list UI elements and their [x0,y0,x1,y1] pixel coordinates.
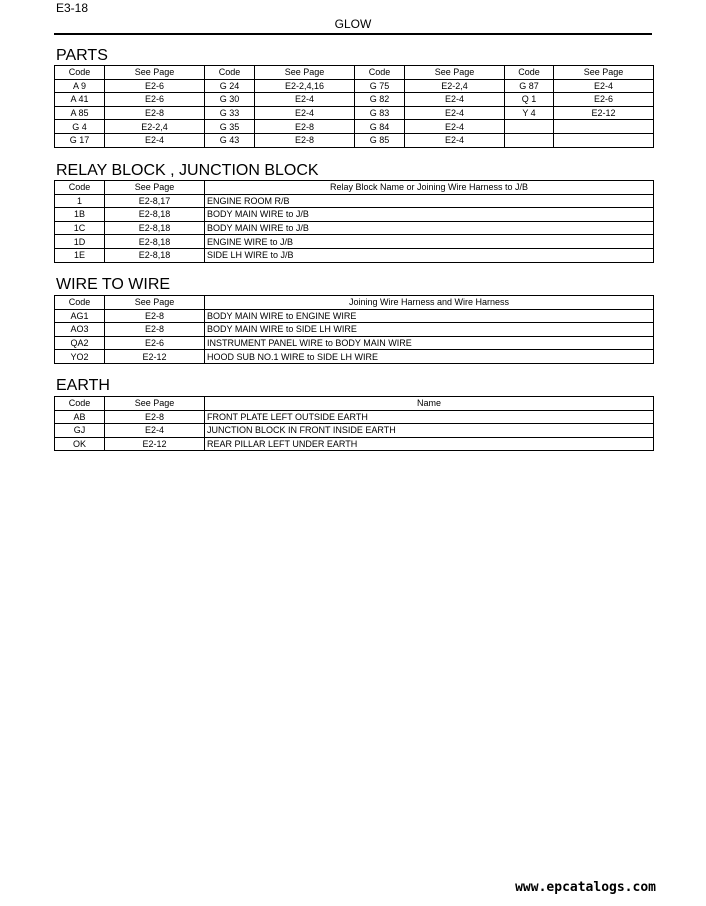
name-cell: BODY MAIN WIRE to J/B [205,208,654,222]
see-page-cell: E2-12 [105,350,205,364]
see-page-cell: E2-6 [105,79,205,93]
table-row [55,120,654,134]
name-cell: JUNCTION BLOCK IN FRONT INSIDE EARTH [205,424,654,438]
part-code-cell [505,120,554,134]
see-page-cell: E2-8,18 [105,208,205,222]
footer-url[interactable]: www.epcatalogs.com [515,880,656,895]
see-page-cell: E2-8,18 [105,221,205,235]
see-page-cell: E2-4 [554,79,654,93]
table-row [55,323,654,337]
code-cell: 1D [55,235,105,249]
col-code: Code [55,181,105,195]
col-see-page: See Page [105,296,205,310]
table-row [55,79,654,93]
name-cell: ENGINE WIRE to J/B [205,235,654,249]
part-code-cell: G 83 [355,106,405,120]
code-cell: GJ [55,424,105,438]
part-code-cell: G 75 [355,79,405,93]
part-code-cell: G 4 [55,120,105,134]
col-see-page: See Page [105,397,205,411]
col-code: Code [55,66,105,80]
relay-table [54,180,654,263]
code-cell: AG1 [55,309,105,323]
part-code-cell: G 84 [355,120,405,134]
part-code-cell [505,133,554,147]
page-id: E3-18 [56,1,89,15]
part-code-cell: G 43 [205,133,255,147]
table-row [55,336,654,350]
code-cell: AB [55,410,105,424]
code-cell: 1E [55,248,105,262]
table-row [55,106,654,120]
col-name: Name [205,397,654,411]
name-cell: BODY MAIN WIRE to ENGINE WIRE [205,309,654,323]
see-page-cell: E2-4 [105,424,205,438]
part-code-cell: Q 1 [505,93,554,107]
see-page-cell: E2-8 [255,120,355,134]
part-code-cell: Y 4 [505,106,554,120]
see-page-cell: E2-2,4 [405,79,505,93]
see-page-cell: E2-4 [405,120,505,134]
col-see-page: See Page [255,66,355,80]
table-row [55,437,654,451]
see-page-cell: E2-12 [105,437,205,451]
see-page-cell: E2-6 [554,93,654,107]
code-cell: YO2 [55,350,105,364]
relay-heading: RELAY BLOCK , JUNCTION BLOCK [56,162,319,179]
name-cell: BODY MAIN WIRE to SIDE LH WIRE [205,323,654,337]
part-code-cell: G 24 [205,79,255,93]
code-cell: OK [55,437,105,451]
code-cell: 1C [55,221,105,235]
col-see-page: See Page [105,181,205,195]
col-name: Joining Wire Harness and Wire Harness [205,296,654,310]
part-code-cell: G 82 [355,93,405,107]
part-code-cell: G 87 [505,79,554,93]
table-row [55,410,654,424]
see-page-cell: E2-4 [255,93,355,107]
see-page-cell: E2-8 [105,309,205,323]
see-page-cell: E2-4 [105,133,205,147]
col-see-page: See Page [105,66,205,80]
col-see-page: See Page [554,66,654,80]
col-see-page: See Page [405,66,505,80]
col-code: Code [355,66,405,80]
col-name: Relay Block Name or Joining Wire Harness to J/B [205,181,654,195]
wire-table [54,295,654,364]
part-code-cell: G 85 [355,133,405,147]
see-page-cell: E2-4 [405,106,505,120]
see-page-cell [554,120,654,134]
code-cell: QA2 [55,336,105,350]
earth-header-row [55,397,654,411]
wire-heading: WIRE TO WIRE [56,276,171,293]
see-page-cell: E2-4 [255,106,355,120]
see-page-cell: E2-12 [554,106,654,120]
table-row [55,235,654,249]
table-row [55,194,654,208]
part-code-cell: G 17 [55,133,105,147]
table-row [55,221,654,235]
part-code-cell: G 33 [205,106,255,120]
see-page-cell: E2-2,4,16 [255,79,355,93]
see-page-cell: E2-6 [105,336,205,350]
see-page-cell: E2-8 [105,410,205,424]
name-cell: ENGINE ROOM R/B [205,194,654,208]
see-page-cell: E2-4 [405,133,505,147]
name-cell: HOOD SUB NO.1 WIRE to SIDE LH WIRE [205,350,654,364]
parts-heading: PARTS [56,47,108,64]
see-page-cell: E2-6 [105,93,205,107]
code-cell: 1 [55,194,105,208]
table-row [55,424,654,438]
see-page-cell: E2-8,17 [105,194,205,208]
earth-table [54,396,654,451]
see-page-cell: E2-8 [105,106,205,120]
relay-header-row [55,181,654,195]
name-cell: SIDE LH WIRE to J/B [205,248,654,262]
see-page-cell: E2-4 [405,93,505,107]
table-row [55,208,654,222]
name-cell: REAR PILLAR LEFT UNDER EARTH [205,437,654,451]
see-page-cell: E2-8,18 [105,248,205,262]
part-code-cell: A 85 [55,106,105,120]
table-row [55,248,654,262]
earth-heading: EARTH [56,377,110,394]
title-rule [54,33,652,35]
table-row [55,93,654,107]
code-cell: 1B [55,208,105,222]
name-cell: INSTRUMENT PANEL WIRE to BODY MAIN WIRE [205,336,654,350]
see-page-cell: E2-8 [255,133,355,147]
parts-table [54,65,654,148]
col-code: Code [55,397,105,411]
see-page-cell: E2-8,18 [105,235,205,249]
table-row [55,309,654,323]
table-row [55,350,654,364]
see-page-cell: E2-2,4 [105,120,205,134]
see-page-cell: E2-8 [105,323,205,337]
part-code-cell: G 30 [205,93,255,107]
name-cell: FRONT PLATE LEFT OUTSIDE EARTH [205,410,654,424]
code-cell: AO3 [55,323,105,337]
wire-header-row [55,296,654,310]
part-code-cell: A 41 [55,93,105,107]
part-code-cell: G 35 [205,120,255,134]
col-code: Code [205,66,255,80]
table-row [55,133,654,147]
name-cell: BODY MAIN WIRE to J/B [205,221,654,235]
col-code: Code [55,296,105,310]
col-code: Code [505,66,554,80]
see-page-cell [554,133,654,147]
part-code-cell: A 9 [55,79,105,93]
parts-header-row [55,66,654,80]
page-title: GLOW [334,17,372,31]
